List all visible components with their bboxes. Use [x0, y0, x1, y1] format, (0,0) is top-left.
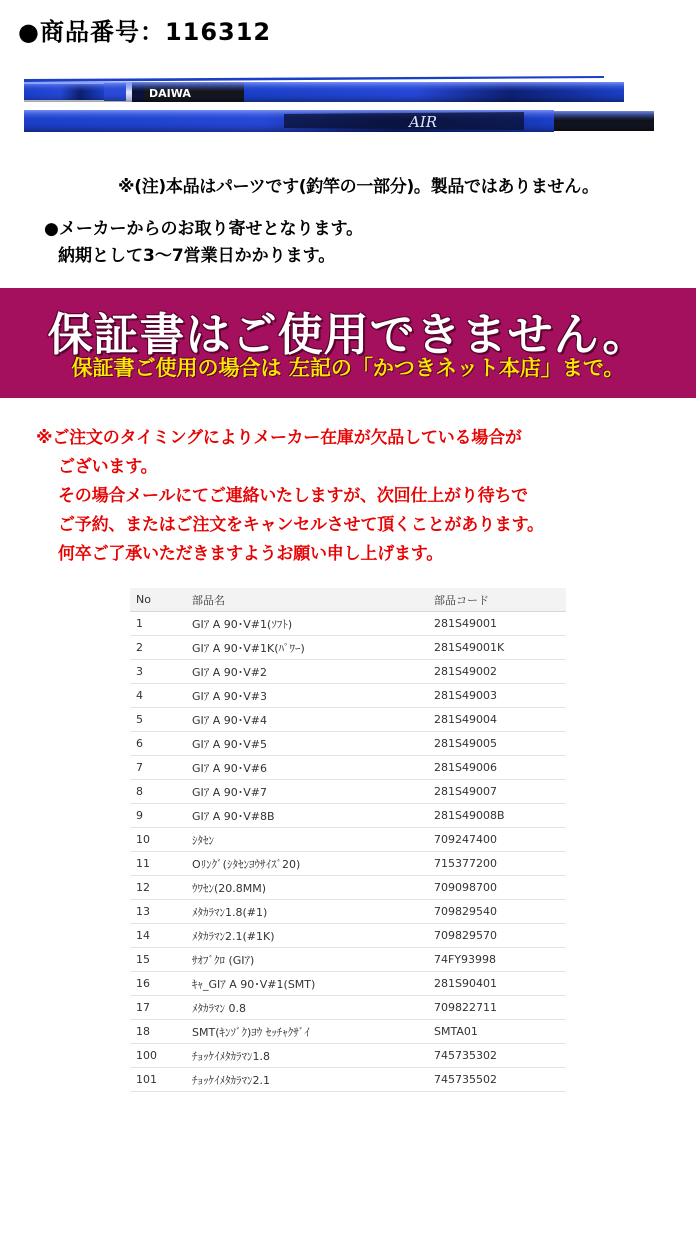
table-row [130, 756, 566, 780]
table-row [130, 972, 566, 996]
part-code: 281S49007 [428, 780, 566, 804]
table-row [130, 948, 566, 972]
part-name: GIｱ A 90･V#1(ｿﾌﾄ) [186, 612, 428, 636]
stock-warning [36, 424, 544, 569]
table-row [130, 1044, 566, 1068]
part-code: 281S49005 [428, 732, 566, 756]
part-no: 9 [130, 804, 186, 828]
table-row [130, 1020, 566, 1044]
parts-table-body [130, 612, 566, 1092]
part-no: 18 [130, 1020, 186, 1044]
stock-warning-line: ご予約、またはご注文をキャンセルさせて頂くことがあります。 [58, 515, 544, 535]
table-header-row [130, 588, 566, 612]
parts-table [130, 588, 566, 1092]
part-no: 7 [130, 756, 186, 780]
stock-warning-line: その場合メールにてご連絡いたしますが、次回仕上がり待ちで [58, 486, 528, 506]
table-row [130, 780, 566, 804]
part-code: 709247400 [428, 828, 566, 852]
part-no: 15 [130, 948, 186, 972]
part-no: 1 [130, 612, 186, 636]
part-code: 281S49008B [428, 804, 566, 828]
part-code: 281S49002 [428, 660, 566, 684]
part-name: SMT(ｷﾝｿﾞｸ)ﾖｳ ｾｯﾁｬｸｻﾞｲ [186, 1020, 428, 1044]
part-name: ﾁｮｯｹｲﾒﾀｶﾗﾏﾝ2.1 [186, 1068, 428, 1092]
part-code: 709829540 [428, 900, 566, 924]
table-row [130, 636, 566, 660]
part-no: 14 [130, 924, 186, 948]
warranty-banner-title: 保証書はご使用できません。 [47, 308, 649, 361]
rod-image [24, 70, 664, 140]
stock-warning-line: 何卒ご了承いただきますようお願い申し上げます。 [58, 544, 444, 564]
part-name: Oﾘﾝｸﾞ(ｼﾀｾﾝﾖｳｻｲｽﾞ20) [186, 852, 428, 876]
daiwa-logo: DAIWA [149, 87, 191, 100]
part-name: GIｱ A 90･V#4 [186, 708, 428, 732]
part-no: 10 [130, 828, 186, 852]
part-name: GIｱ A 90･V#2 [186, 660, 428, 684]
column-header-no: No [130, 588, 186, 612]
part-name: ﾁｮｯｹｲﾒﾀｶﾗﾏﾝ1.8 [186, 1044, 428, 1068]
product-number: ●商品番号：116312 [18, 18, 272, 46]
part-code: 281S49001K [428, 636, 566, 660]
part-name: ｷｬ_GIｱ A 90･V#1(SMT) [186, 972, 428, 996]
part-name: ﾒﾀｶﾗﾏﾝ2.1(#1K) [186, 924, 428, 948]
part-code: 281S49003 [428, 684, 566, 708]
fishing-rod-illustration [24, 70, 664, 140]
part-code: 281S49001 [428, 612, 566, 636]
stock-warning-line: ※ご注文のタイミングによりメーカー在庫が欠品している場合が [36, 428, 522, 448]
part-code: 709098700 [428, 876, 566, 900]
part-code: 715377200 [428, 852, 566, 876]
column-header-part-name: 部品名 [186, 588, 428, 612]
table-row [130, 708, 566, 732]
part-no: 12 [130, 876, 186, 900]
table-row [130, 996, 566, 1020]
part-name: GIｱ A 90･V#5 [186, 732, 428, 756]
part-code: 74FY93998 [428, 948, 566, 972]
part-code: 709829570 [428, 924, 566, 948]
part-code: 709822711 [428, 996, 566, 1020]
part-no: 3 [130, 660, 186, 684]
part-no: 17 [130, 996, 186, 1020]
table-row [130, 876, 566, 900]
part-name: GIｱ A 90･V#7 [186, 780, 428, 804]
table-row [130, 1068, 566, 1092]
table-row [130, 684, 566, 708]
delivery-time-line: 納期として3〜7営業日かかります。 [58, 246, 336, 266]
maker-order-note [44, 216, 363, 270]
air-model-logo: AIR [409, 113, 438, 131]
part-no: 2 [130, 636, 186, 660]
part-code: 281S49004 [428, 708, 566, 732]
part-no: 5 [130, 708, 186, 732]
warranty-banner [0, 288, 696, 398]
part-no: 100 [130, 1044, 186, 1068]
part-no: 16 [130, 972, 186, 996]
table-row [130, 732, 566, 756]
table-row [130, 900, 566, 924]
part-name: ｼﾀｾﾝ [186, 828, 428, 852]
part-code: 281S49006 [428, 756, 566, 780]
part-name: ﾒﾀｶﾗﾏﾝ 0.8 [186, 996, 428, 1020]
maker-order-line: ●メーカーからのお取り寄せとなります。 [44, 219, 364, 239]
part-name: GIｱ A 90･V#8B [186, 804, 428, 828]
part-name: GIｱ A 90･V#3 [186, 684, 428, 708]
table-row [130, 852, 566, 876]
part-no: 8 [130, 780, 186, 804]
part-name: GIｱ A 90･V#1K(ﾊﾟﾜｰ) [186, 636, 428, 660]
part-name: ﾒﾀｶﾗﾏﾝ1.8(#1) [186, 900, 428, 924]
part-name: ｳﾜｾﾝ(20.8MM) [186, 876, 428, 900]
parts-only-note: ※(注)本品はパーツです(釣竿の一部分)。製品ではありません。 [118, 177, 599, 197]
part-code: 745735502 [428, 1068, 566, 1092]
table-row [130, 924, 566, 948]
part-no: 4 [130, 684, 186, 708]
table-row [130, 804, 566, 828]
part-name: ｻｵﾌﾞｸﾛ (GIｱ) [186, 948, 428, 972]
warranty-banner-subtitle: 保証書ご使用の場合は 左記の「かつきネット本店」まで。 [71, 356, 625, 380]
part-code: 281S90401 [428, 972, 566, 996]
stock-warning-line: ございます。 [58, 457, 158, 477]
table-row [130, 660, 566, 684]
part-no: 11 [130, 852, 186, 876]
part-code: 745735302 [428, 1044, 566, 1068]
part-no: 13 [130, 900, 186, 924]
part-name: GIｱ A 90･V#6 [186, 756, 428, 780]
part-no: 6 [130, 732, 186, 756]
column-header-part-code: 部品コード [428, 588, 566, 612]
part-no: 101 [130, 1068, 186, 1092]
table-row [130, 828, 566, 852]
part-code: SMTA01 [428, 1020, 566, 1044]
table-row [130, 612, 566, 636]
